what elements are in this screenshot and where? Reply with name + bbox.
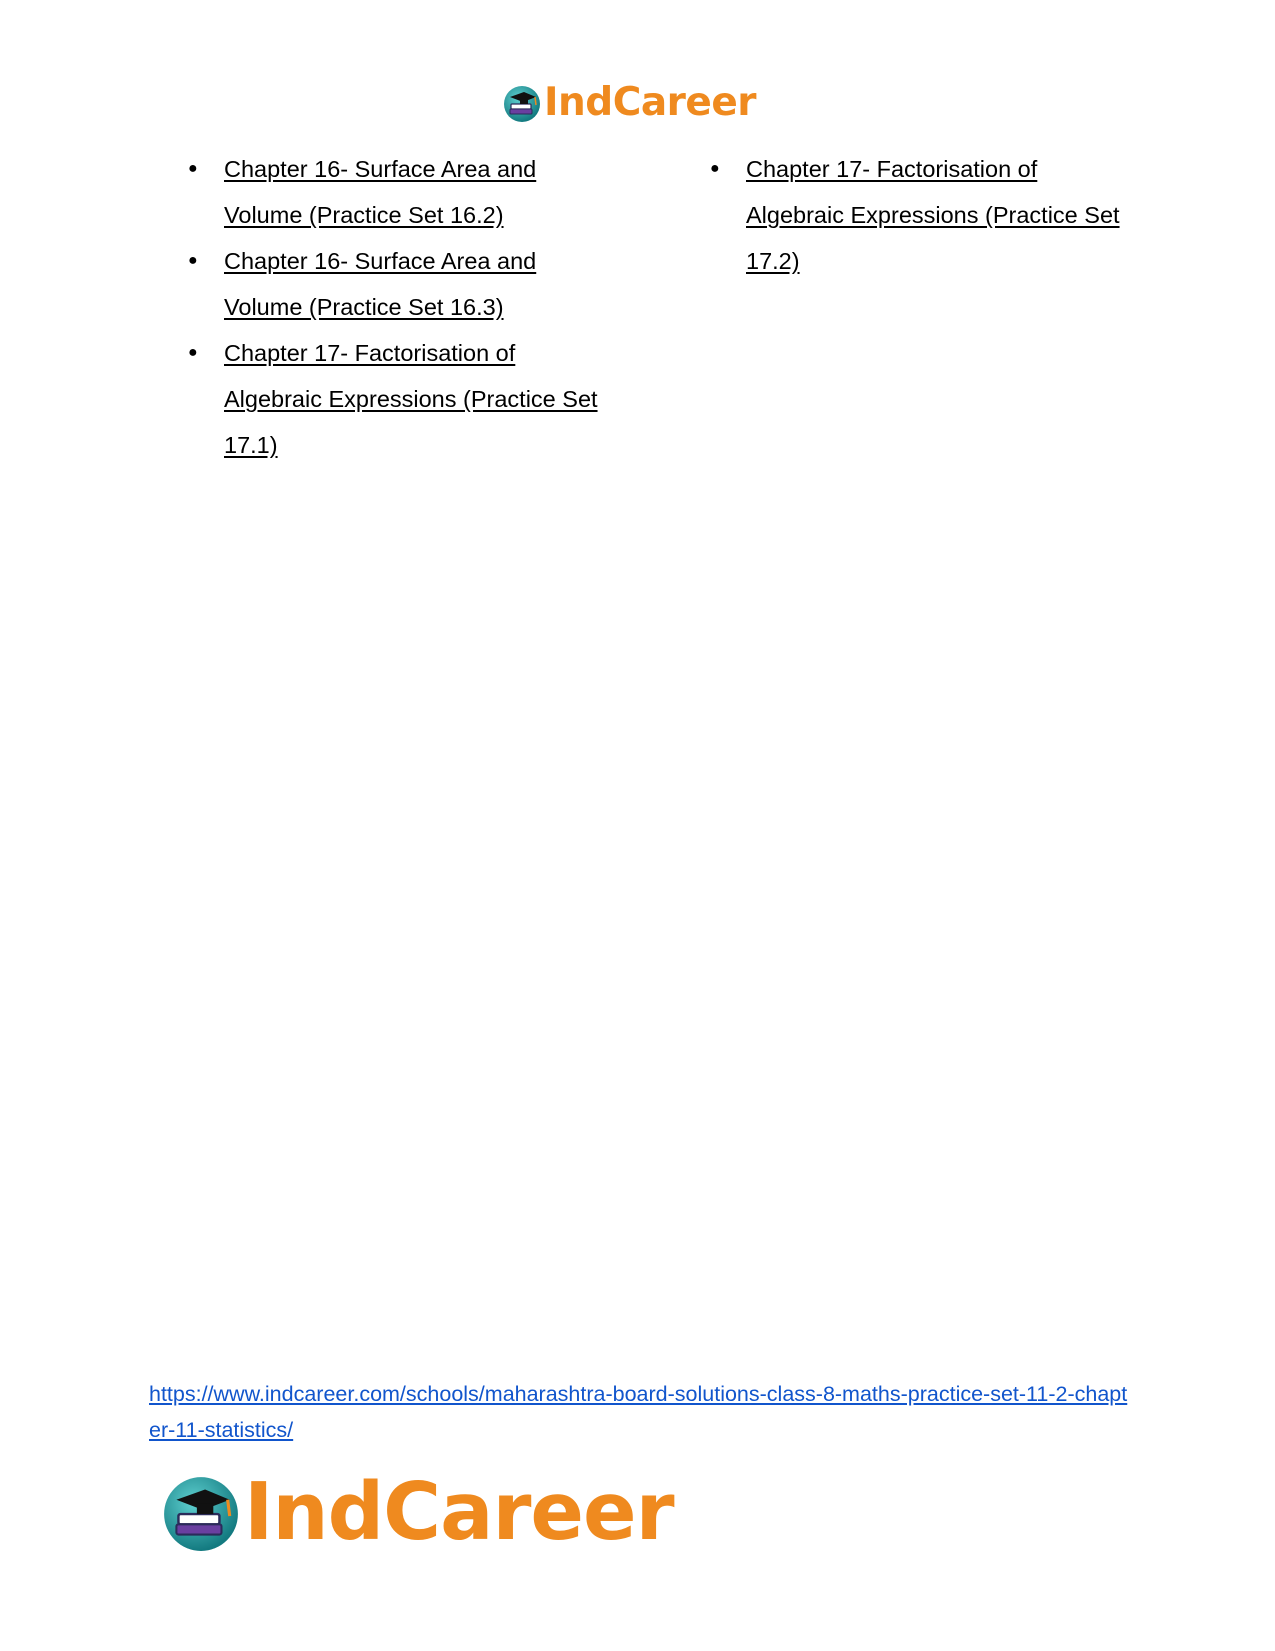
globe-books-icon <box>502 83 542 123</box>
bullet-icon: ● <box>188 252 198 269</box>
logo-wordmark: IndCareer <box>544 80 756 125</box>
bullet-icon: ● <box>710 160 720 177</box>
chapter-link-list-right <box>710 146 1130 284</box>
logo-wordmark: IndCareer <box>244 1466 674 1558</box>
list-item <box>710 146 1130 284</box>
chapter-link[interactable]: Chapter 16- Surface Area and Volume (Practice Set 16.3) <box>224 248 537 320</box>
header-logo <box>502 78 756 128</box>
list-item <box>188 146 608 238</box>
chapter-link-list-left <box>188 146 608 468</box>
source-url-link[interactable]: https://www.indcareer.com/schools/maharashtra-board-solutions-class-8-maths-practice-set-11-2-chapter-11-statistics/ <box>149 1382 1128 1442</box>
bullet-icon: ● <box>188 160 198 177</box>
chapter-link[interactable]: Chapter 17- Factorisation of Algebraic Expressions (Practice Set 17.2) <box>746 156 1120 274</box>
footer-logo <box>160 1466 674 1558</box>
chapter-link[interactable]: Chapter 16- Surface Area and Volume (Practice Set 16.2) <box>224 156 537 228</box>
list-item <box>188 330 608 468</box>
globe-books-icon <box>160 1471 242 1553</box>
chapter-link[interactable]: Chapter 17- Factorisation of Algebraic Expressions (Practice Set 17.1) <box>224 340 598 458</box>
bullet-icon: ● <box>188 344 198 361</box>
list-item <box>188 238 608 330</box>
